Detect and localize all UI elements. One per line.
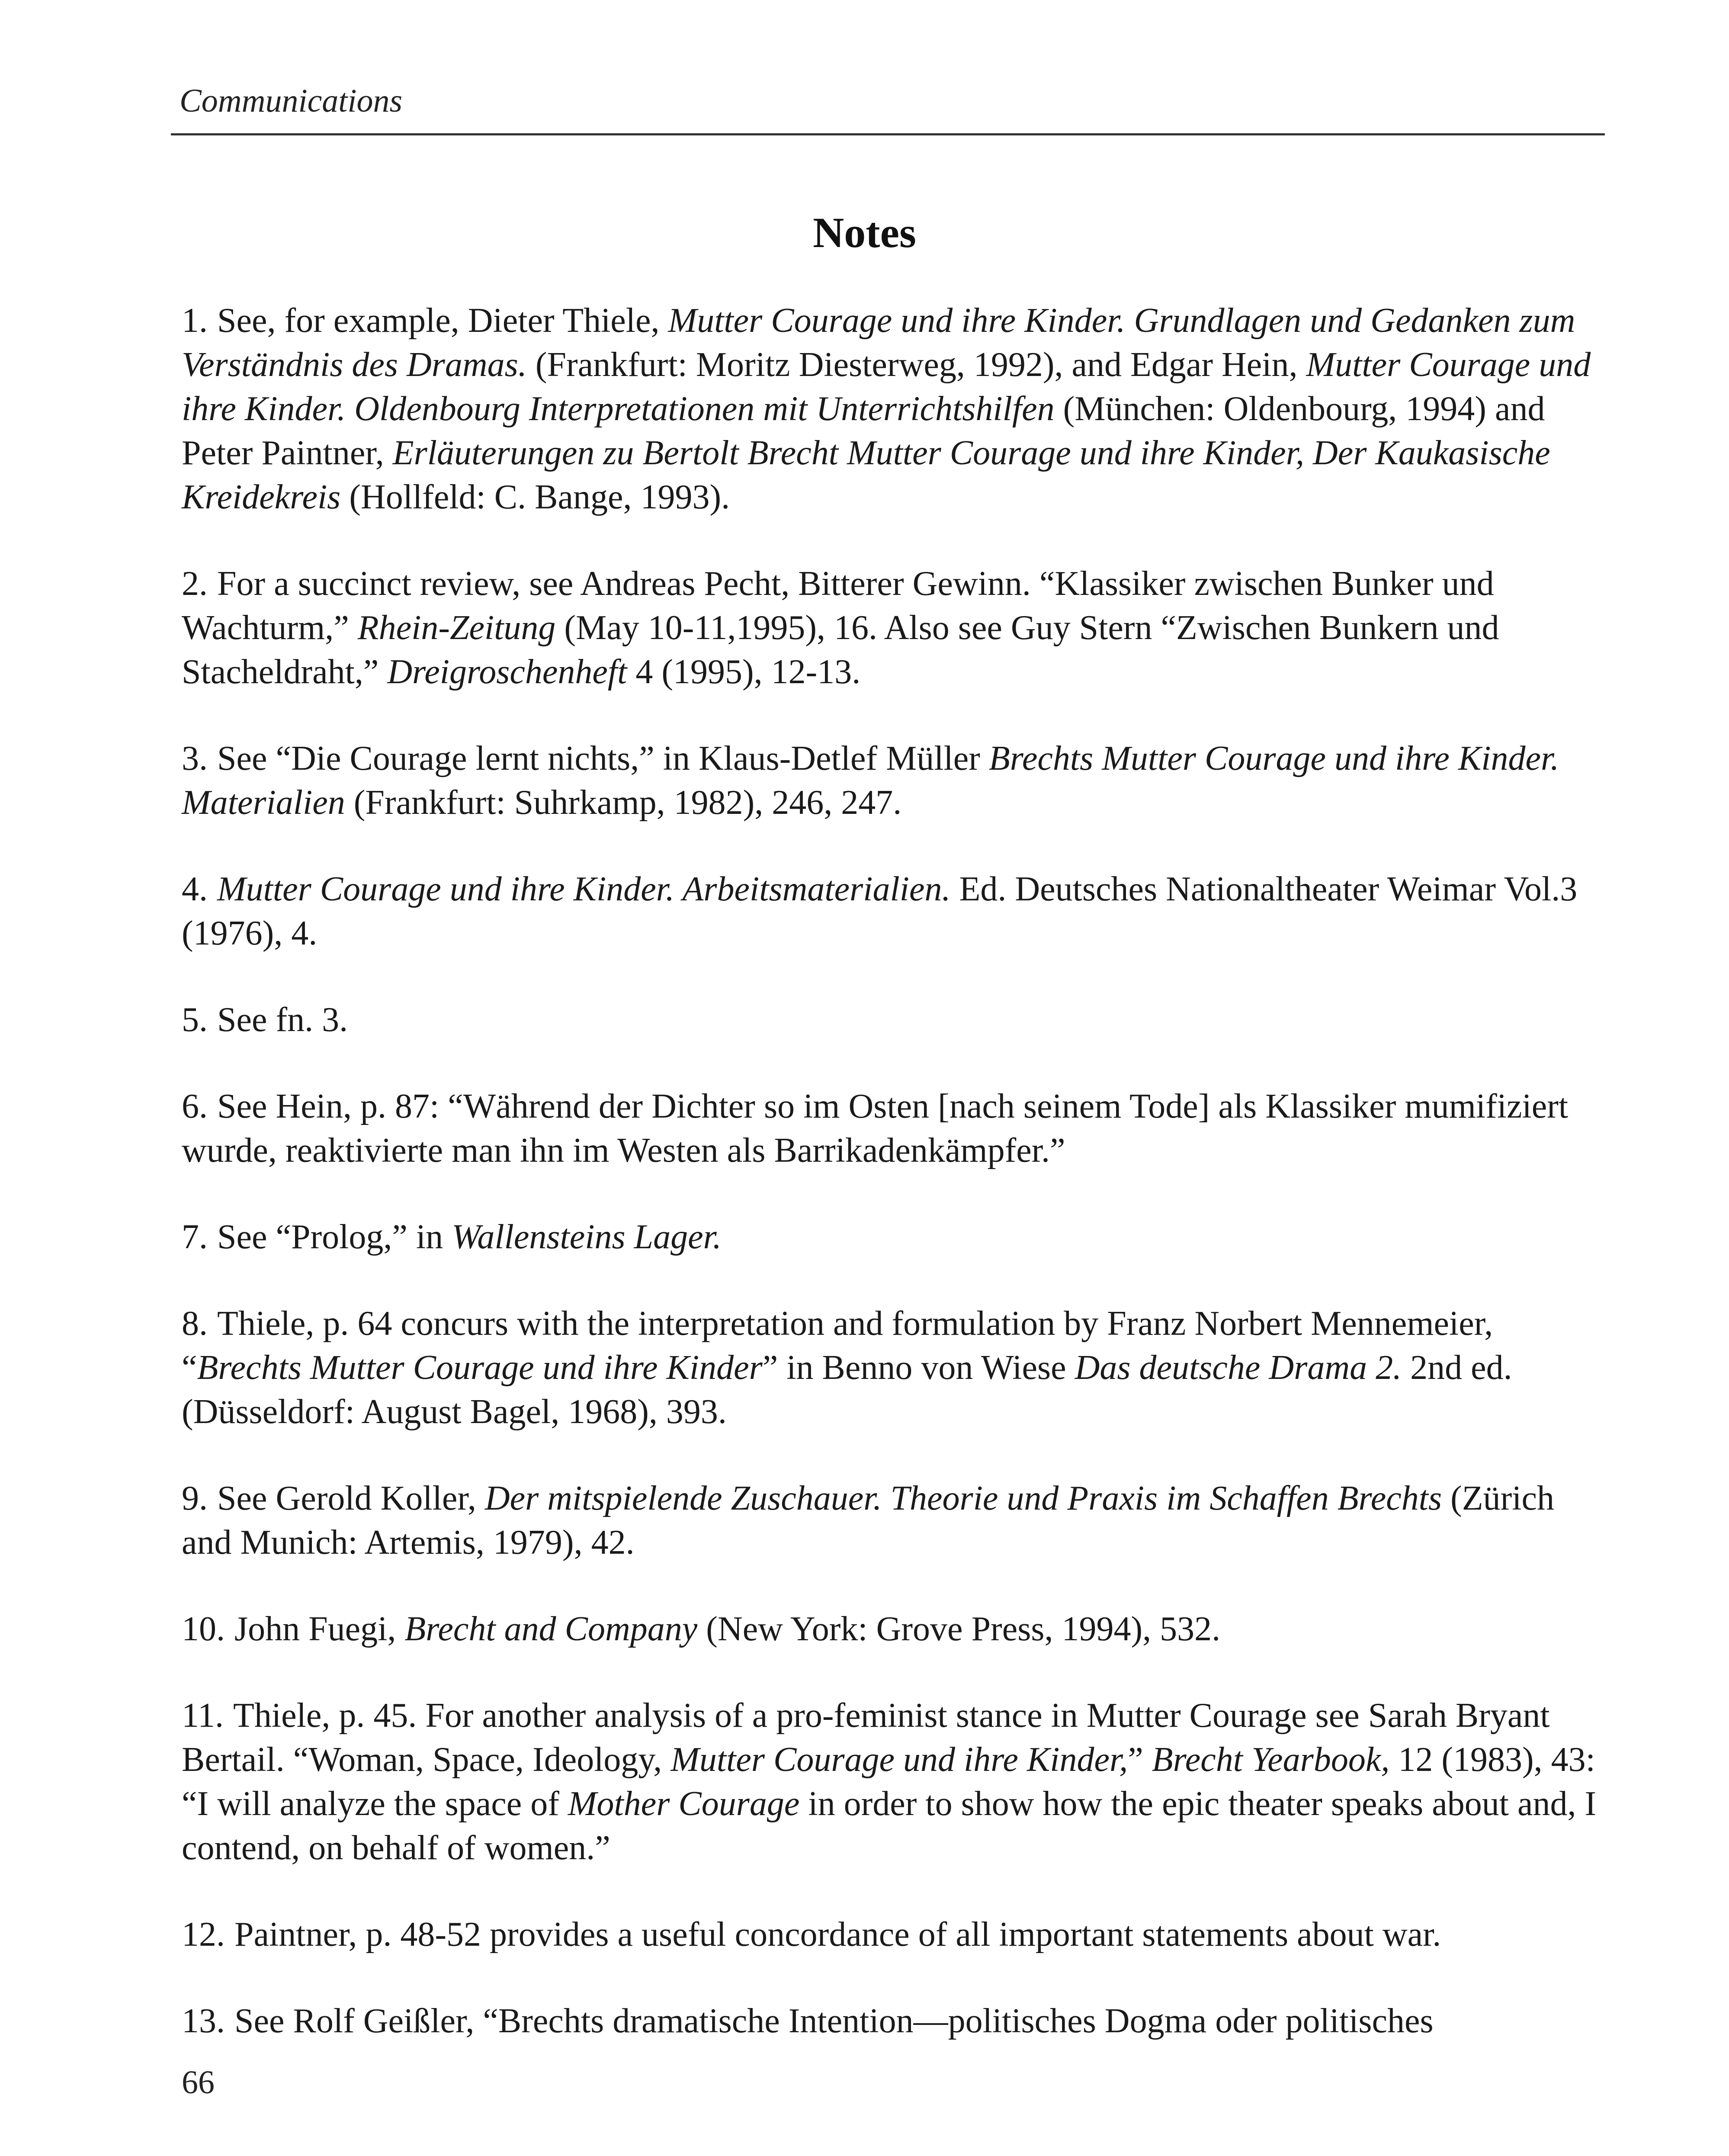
note-text: For a succinct review, see Andreas Pecht, Bitterer Gewinn. “Klassiker zwischen Bunker und Wachturm,” [182, 565, 1494, 647]
note-item [182, 998, 1605, 1042]
running-head: Communications [180, 83, 403, 119]
note-item [182, 1301, 1605, 1434]
section-title: Notes [813, 209, 916, 257]
note-text: (Frankfurt: Suhrkamp, 1982), 246, 247. [345, 784, 902, 822]
note-text: (Zürich and Munich: Artemis, 1979), 42. [182, 1479, 1554, 1562]
note-text: (May 10-11,1995), 16. Also see Guy Stern “Zwischen Bunkern und Stacheldraht,” [182, 609, 1499, 691]
note-number: 11. [182, 1697, 224, 1735]
note-number: 13. [182, 2002, 225, 2040]
note-title-italic: Wallensteins Lager. [452, 1218, 722, 1256]
note-text: 2nd ed. (Düsseldorf: August Bagel, 1968), 393. [182, 1349, 1512, 1431]
note-item [182, 736, 1605, 825]
note-number: 8. [182, 1305, 208, 1343]
note-text: John Fuegi, [234, 1610, 405, 1648]
note-text: See Rolf Geißler, “Brechts dramatische Intention—politisches Dogma oder politisches [234, 2002, 1434, 2040]
note-text: (Hollfeld: C. Bange, 1993). [340, 478, 730, 516]
note-item [182, 1476, 1605, 1565]
note-text: in order to show how the epic theater speaks about and, I contend, on behalf of women.” [182, 1785, 1597, 1867]
note-number: 4. [182, 870, 208, 908]
note-text: Ed. Deutsches Nationaltheater Weimar Vol.3 (1976), 4. [182, 870, 1578, 952]
note-number: 7. [182, 1218, 208, 1256]
note-text: Thiele, p. 64 concurs with the interpretation and formulation by Franz Norbert Mennemeier, “ [182, 1305, 1493, 1387]
note-item [182, 1084, 1605, 1173]
note-text: ” in Benno von Wiese [762, 1349, 1075, 1387]
note-text: See Gerold Koller, [217, 1479, 485, 1517]
note-title-italic: Der mitspielende Zuschauer. Theorie und Praxis im Schaffen Brechts [484, 1479, 1442, 1517]
note-number: 12. [182, 1915, 225, 1954]
note-text: See “Prolog,” in [217, 1218, 452, 1256]
note-item [182, 1215, 1605, 1259]
note-item [182, 1607, 1605, 1651]
note-text: See fn. 3. [217, 1001, 348, 1039]
note-text: (Frankfurt: Moritz Diesterweg, 1992), and Edgar Hein, [526, 346, 1306, 384]
note-title-italic: Erläuterungen zu Bertolt Brecht Mutter Courage und ihre Kinder, Der Kaukasische Kreidekreis [182, 434, 1550, 516]
note-title-italic: Dreigroschenheft [387, 653, 627, 691]
note-title-italic: Mutter Courage und ihre Kinder. Arbeitsmaterialien. [217, 870, 951, 908]
note-item [182, 1693, 1605, 1870]
note-text: See, for example, Dieter Thiele, [217, 302, 668, 340]
note-text: ” [1128, 1741, 1152, 1779]
note-number: 2. [182, 565, 208, 603]
note-text: Thiele, p. 45. For another analysis of a pro-feminist stance in Mutter Courage see Sarah Bryant Bertail. “Woman, Space, Ideology, [182, 1697, 1550, 1779]
note-item [182, 867, 1605, 955]
note-title-italic: Mutter Courage und ihre Kinder. Oldenbourg Interpretationen mit Unterrichtshilfen [182, 346, 1591, 428]
note-title-italic: Mutter Courage und ihre Kinder. Grundlagen und Gedanken zum Verständnis des Dramas. [182, 302, 1575, 384]
note-title-italic: Brechts Mutter Courage und ihre Kinder. Materialien [182, 739, 1559, 822]
note-text: (New York: Grove Press, 1994), 532. [697, 1610, 1221, 1648]
note-number: 9. [182, 1479, 208, 1517]
note-text: 12 (1983), 43: “I will analyze the space of [182, 1741, 1595, 1823]
note-number: 5. [182, 1001, 208, 1039]
note-title-italic: Das deutsche Drama 2. [1075, 1349, 1402, 1387]
note-title-italic: Brecht and Company [404, 1610, 698, 1648]
note-number: 10. [182, 1610, 225, 1648]
note-title-italic: Rhein-Zeitung [357, 609, 556, 647]
header-rule [171, 133, 1605, 135]
note-title-italic: Mother Courage [568, 1785, 800, 1823]
note-item [182, 299, 1605, 519]
note-text: See Hein, p. 87: “Während der Dichter so im Osten [nach seinem Tode] als Klassiker mumifiziert wurde, reaktivierte man ihn im Westen als Barrikadenkämpfer.” [182, 1087, 1569, 1170]
notes-list [182, 299, 1605, 2085]
note-item [182, 562, 1605, 694]
page-number: 66 [182, 2064, 215, 2101]
note-title-italic: Mutter Courage und ihre Kinder, [670, 1741, 1128, 1779]
note-number: 6. [182, 1087, 208, 1125]
note-text: Paintner, p. 48-52 provides a useful concordance of all important statements about war. [234, 1915, 1441, 1954]
note-title-italic: Brechts Mutter Courage und ihre Kinder [197, 1349, 763, 1387]
note-title-italic: Brecht Yearbook, [1152, 1741, 1390, 1779]
note-text: 4 (1995), 12-13. [627, 653, 861, 691]
note-text: (München: Oldenbourg, 1994) and Peter Paintner, [182, 390, 1545, 472]
note-number: 1. [182, 302, 208, 340]
note-item [182, 1912, 1605, 1957]
note-number: 3. [182, 739, 208, 778]
note-text: See “Die Courage lernt nichts,” in Klaus-Detlef Müller [217, 739, 989, 778]
note-item [182, 1999, 1605, 2043]
